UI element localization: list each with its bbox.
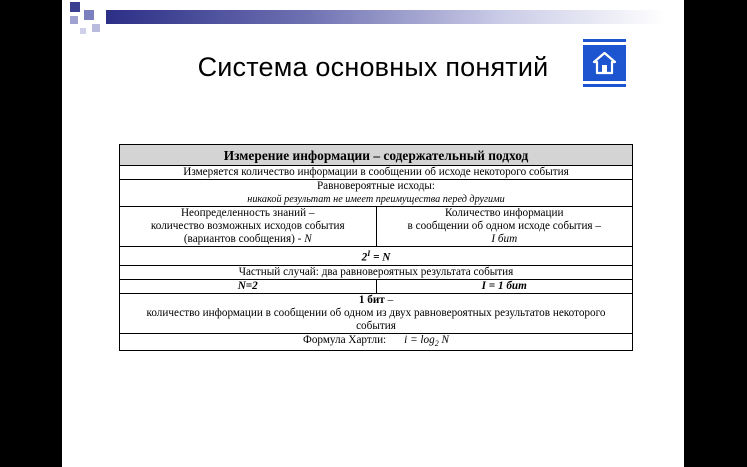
bit-definition — [120, 293, 633, 333]
information-amount-line: Количество информации — [445, 207, 564, 219]
information-amount-cell — [376, 207, 633, 247]
home-button[interactable] — [583, 39, 626, 87]
equiprobable-title: Равновероятные исходы: — [316, 180, 436, 192]
uncertainty-line: количество возможных исходов события — [150, 220, 345, 232]
table-row — [120, 207, 633, 247]
table-row — [120, 279, 633, 293]
home-icon — [592, 51, 617, 75]
table-header-row — [120, 145, 633, 166]
table-row — [120, 166, 633, 180]
information-amount-line: в сообщении об одном исходе события – — [407, 220, 601, 232]
i-equals-one-bit: I = 1 бит — [376, 279, 633, 293]
information-table — [119, 144, 633, 351]
n-equals-two: N=2 — [120, 279, 377, 293]
equiprobable-note: никакой результат не имеет преимущества перед другими — [247, 194, 505, 205]
table-row — [120, 265, 633, 279]
decorative-gradient-bar — [106, 10, 666, 24]
table-header: Измерение информации – содержательный подход — [120, 145, 633, 166]
main-formula: $2^I = N$ — [120, 247, 633, 266]
table-row — [120, 247, 633, 266]
uncertainty-line: Неопределенность знаний – — [180, 207, 315, 219]
uncertainty-cell — [120, 207, 377, 247]
slide — [62, 0, 684, 467]
hartley-formula: Формула Хартли: $i = \log_2 N$ — [120, 333, 633, 350]
measurement-description: Измеряется количество информации в сообщении об исходе некоторого события — [120, 166, 633, 180]
table-row — [120, 180, 633, 207]
page-title: Система основных понятий — [197, 52, 549, 82]
equiprobable-cell — [120, 180, 633, 207]
table-row — [120, 333, 633, 350]
uncertainty-line: (вариантов сообщения) - N — [183, 233, 312, 245]
table-row — [120, 293, 633, 333]
bit-definition-title: 1 бит – — [358, 293, 394, 306]
special-case: Частный случай: два равновероятных результата события — [120, 265, 633, 279]
bit-definition-text: количество информации в сообщении об одном из двух равновероятных результатов некоторого события — [146, 306, 606, 332]
information-amount-line: I бит — [491, 233, 518, 245]
